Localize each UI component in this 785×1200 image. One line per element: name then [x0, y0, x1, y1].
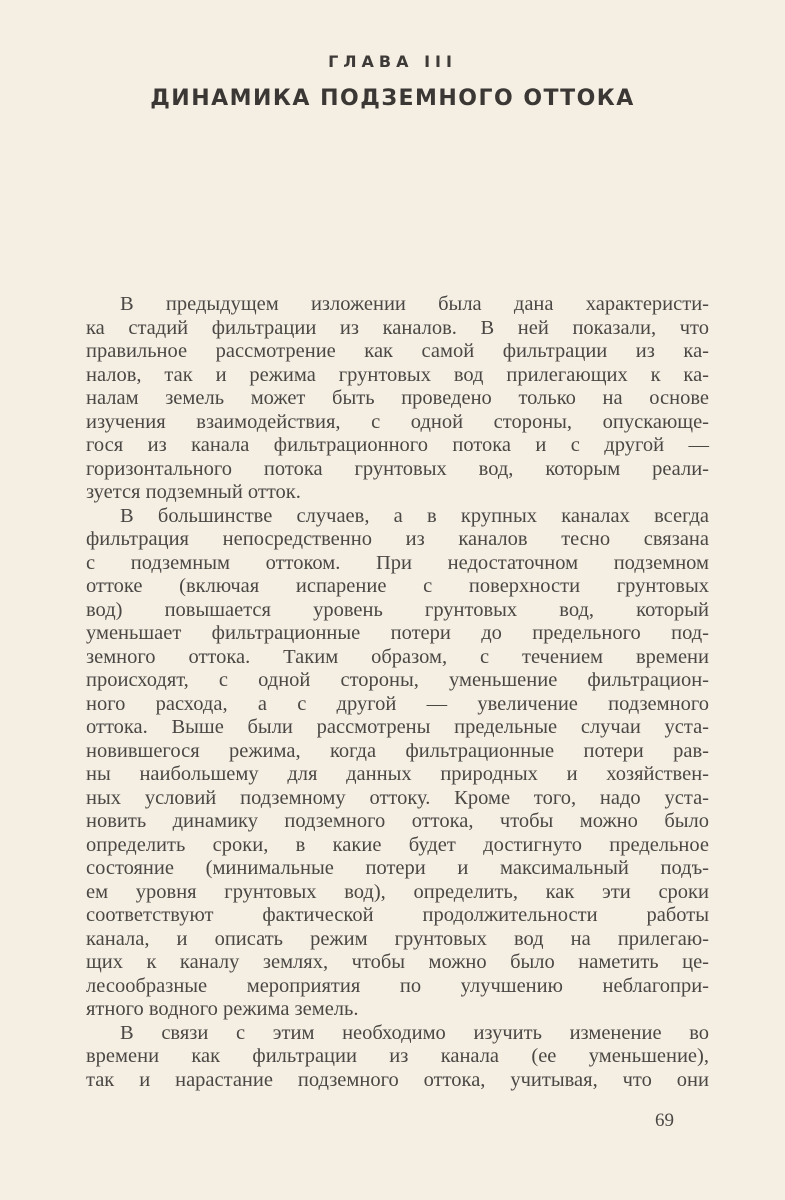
text-line: оттока. Выше были рассмотрены предельные случаи уста- [86, 716, 709, 738]
text-line: оттоке (включая испарение с поверхности грунтовых [86, 575, 709, 597]
text-line: горизонтального потока грунтовых вод, которым реали- [86, 457, 709, 480]
text-line: времени как фильтрации из канала (ее уменьшение), [86, 1045, 709, 1067]
text-line: лесообразные мероприятия по улучшению неблагопри- [86, 974, 709, 997]
paragraph [86, 293, 709, 505]
paragraph [86, 505, 709, 1022]
text-line: налам земель может быть проведено только на основе [86, 387, 709, 409]
text-line: ны наибольшему для данных природных и хозяйствен- [86, 763, 709, 785]
text-line: правильное рассмотрение как самой фильтрации из ка- [86, 340, 709, 362]
text-line: щих к каналу землях, чтобы можно было наметить це- [86, 951, 709, 973]
text-line: новившегося режима, когда фильтрационные потери рав- [86, 739, 709, 762]
text-line: гося из канала фильтрационного потока и с другой — [86, 434, 709, 456]
text-line: В связи с этим необходимо изучить изменение во [120, 1021, 709, 1044]
text-line: налов, так и режима грунтовых вод прилегающих к ка- [86, 363, 709, 386]
text-line: ка стадий фильтрации из каналов. В ней показали, что [86, 316, 709, 339]
page-number: 69 [655, 1110, 674, 1131]
paragraph [86, 1022, 709, 1093]
text-line: канала, и описать режим грунтовых вод на прилегаю- [86, 927, 709, 950]
text-line: определить сроки, в какие будет достигнуто предельное [86, 833, 709, 856]
text-line: уменьшает фильтрационные потери до предельного под- [86, 622, 709, 644]
text-line: изучения взаимодействия, с одной стороны, опускающе- [86, 410, 709, 433]
text-line: В предыдущем изложении была дана характеристи- [120, 293, 709, 315]
text-line: зуется подземный отток. [86, 481, 301, 503]
text-line: происходят, с одной стороны, уменьшение фильтрацион- [86, 669, 709, 691]
text-line: В большинстве случаев, а в крупных каналах всегда [120, 504, 709, 527]
text-line: соответствуют фактической продолжительности работы [86, 904, 709, 926]
body-text [86, 293, 709, 1092]
text-line: состояние (минимальные потери и максимальный подъ- [86, 857, 709, 879]
text-line: новить динамику подземного оттока, чтобы можно было [86, 810, 709, 832]
chapter-label: ГЛАВА III [328, 52, 457, 71]
text-line: ятного водного режима земель. [86, 998, 359, 1020]
chapter-title: ДИНАМИКА ПОДЗЕМНОГО ОТТОКА [150, 86, 635, 111]
text-line: с подземным оттоком. При недостаточном подземном [86, 551, 709, 574]
text-line: фильтрация непосредственно из каналов тесно связана [86, 528, 709, 550]
text-line: так и нарастание подземного оттока, учитывая, что они [86, 1068, 709, 1091]
text-line: ных условий подземному оттоку. Кроме того, надо уста- [86, 786, 709, 809]
text-line: ного расхода, а с другой — увеличение подземного [86, 692, 709, 715]
text-line: земного оттока. Таким образом, с течением времени [86, 645, 709, 668]
text-line: ем уровня грунтовых вод), определить, как эти сроки [86, 880, 709, 903]
text-line: вод) повышается уровень грунтовых вод, который [86, 598, 709, 621]
